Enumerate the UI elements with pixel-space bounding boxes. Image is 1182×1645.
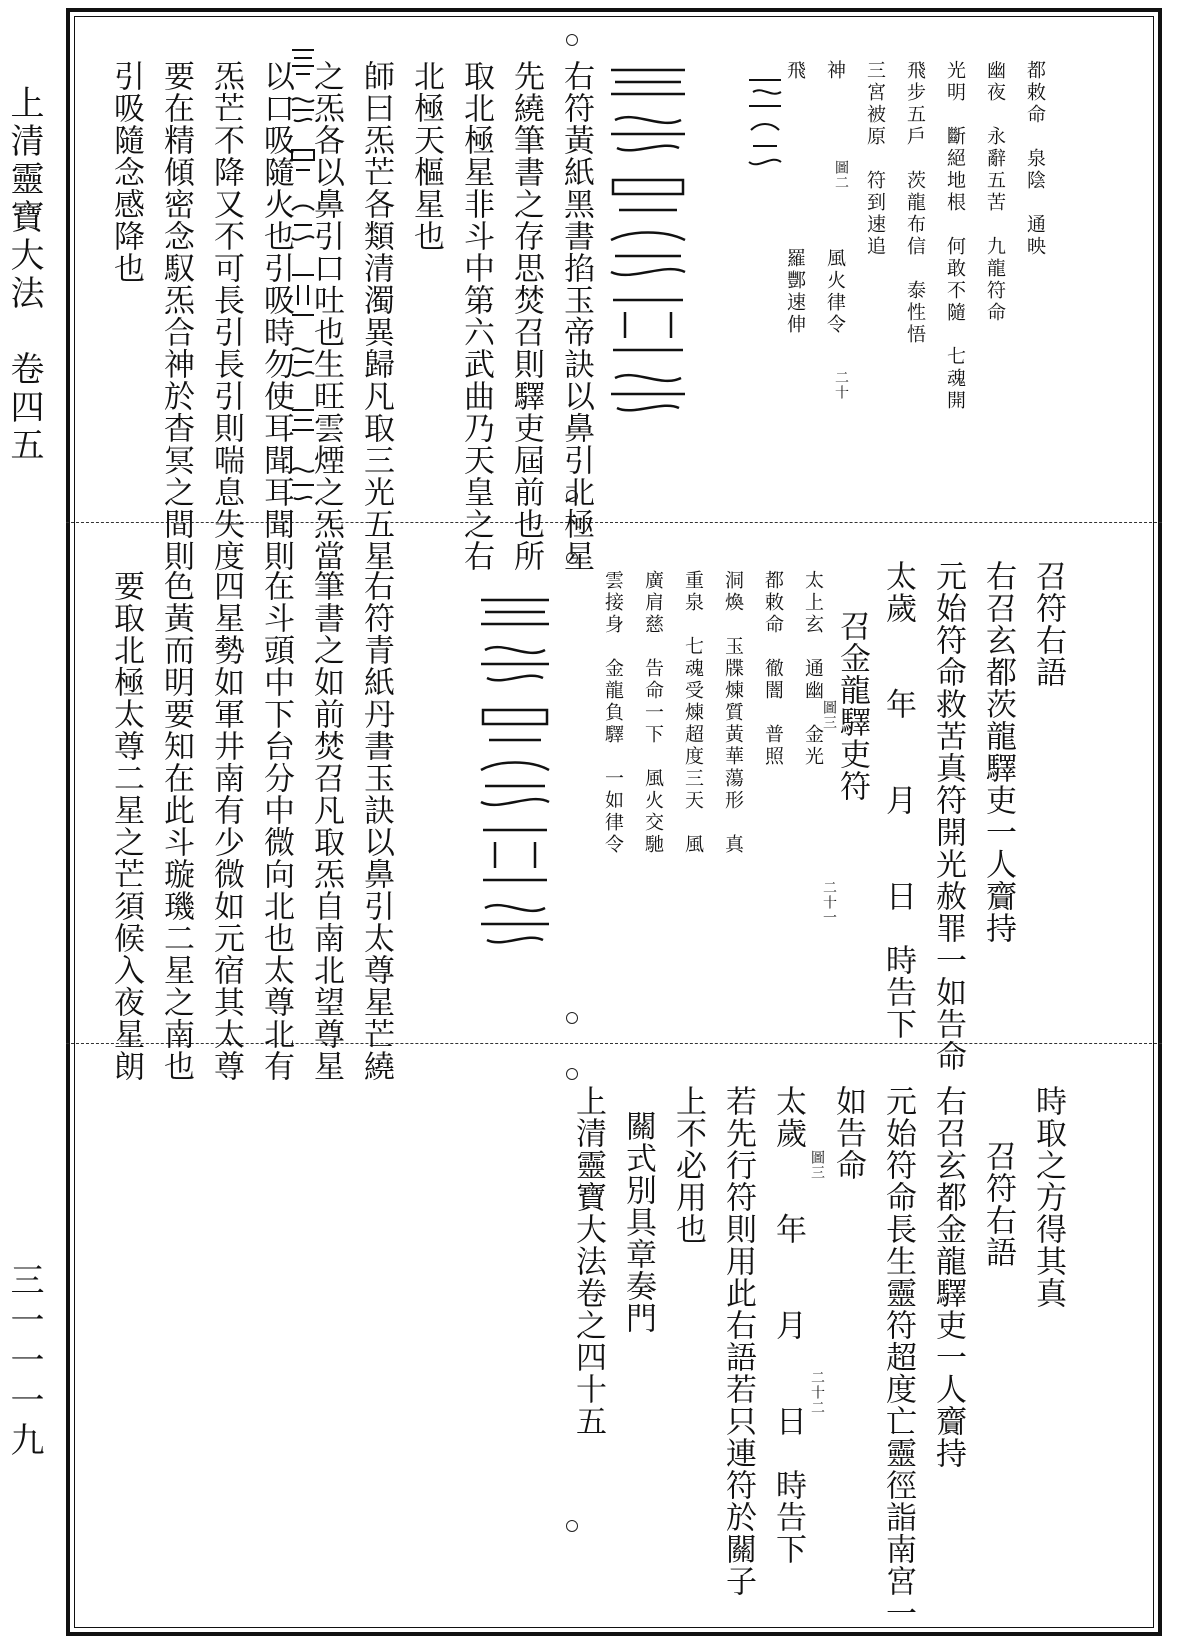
text-column: 要在精傾密念馭炁合神於杳冥之間則 (158, 60, 194, 572)
side-label: 飛 (784, 60, 806, 82)
talisman-text-row: 光明 斷絕地根 何敢不隨 七魂開 (944, 60, 966, 412)
talisman-text-row: 都敕命 徹闇 普照 (762, 570, 784, 768)
section-heading: 召符右語 (1030, 560, 1066, 688)
talisman-text-row: 太上玄 通幽 金光 (802, 570, 824, 768)
text-column: 以口吸隨火也引吸時勿使耳聞耳聞則 (258, 60, 294, 572)
talisman-text-row: 廣肩慈 告命一下 風火交馳 (642, 570, 664, 856)
figure-label: 二十二 (809, 1370, 825, 1415)
text-column: 取北極星非斗中第六武曲乃天皇之右 (458, 60, 494, 572)
text-column: 若先行符則用此右語若只連符於關子 (720, 1085, 756, 1597)
figure-label: 二十一 (821, 880, 837, 925)
talisman-title: 召金龍驛吏符 (834, 610, 870, 802)
text-column: 右符黃紙黑書掐玉帝訣以鼻引北極星 (558, 60, 594, 572)
margin-page-number: 三一一一九 (4, 1262, 44, 1462)
text-column: 元始符命救苦真符開光赦罪一如告命 (930, 560, 966, 1072)
text-column: 時取之方得其真 (1030, 1085, 1066, 1309)
talisman-text-row: 洞煥 玉牒煉質黃華蕩形 真 (722, 570, 744, 856)
talisman-text-row: 重泉 七魂受煉超度三天 風 (682, 570, 704, 856)
text-column: 元始符命長生靈符超度亡靈徑詣南宮一 (880, 1085, 916, 1629)
figure-label: 圖三 (809, 1150, 825, 1180)
circle-mark (566, 34, 578, 46)
figure-label: 圖二 (833, 160, 849, 190)
talisman-large-2 (475, 590, 555, 970)
circle-mark (566, 552, 578, 564)
circle-mark (566, 1012, 578, 1024)
side-label: 神 (824, 60, 846, 82)
text-column: 如告命 (830, 1085, 866, 1181)
closing-title: 上清靈寶大法卷之四十五 (570, 1085, 606, 1437)
text-column: 右符青紙丹書玉訣以鼻引太尊星芒繞 (358, 570, 394, 1082)
text-column: 北極天樞星也 (408, 60, 444, 252)
talisman-text-row: 飛步五戶 茨龍布信 泰性悟 (904, 60, 926, 346)
text-column: 炁芒不降又不可長引長引則喘息失度 (208, 60, 244, 572)
text-column: 引吸隨念感降也 (108, 60, 144, 284)
date-line: 太歲 年 月 日 時告下 (880, 560, 916, 1040)
text-column: 在斗頭中下台分中微向北也太尊北有 (258, 570, 294, 1082)
figure-label: 圖三 (821, 700, 837, 730)
text-column: 先繞筆書之存思焚召則驛吏屆前也所 (508, 60, 544, 572)
section-heading: 召符右語 (980, 1140, 1016, 1268)
text-column: 色黃而明要知在此斗璇璣二星之南也 (158, 570, 194, 1082)
note-line: 關式別具章奏門 (620, 1110, 656, 1334)
text-column: 師曰炁芒各類清濁異歸凡取三光五星 (358, 60, 394, 572)
margin-book-title: 上清靈寶大法 卷四五 (4, 85, 44, 465)
talisman-text-row: 雲接身 金龍負驛 一如律令 (602, 570, 624, 856)
talisman-text-row: 風火律令 (824, 248, 846, 336)
talisman-large-1 (605, 60, 691, 420)
date-line: 太歲 年 月 日 時告下 (770, 1085, 806, 1565)
figure-label: 二十 (833, 370, 849, 400)
talisman-text-row: 羅酆速伸 (784, 248, 806, 336)
text-column: 四星勢如軍井南有少微如元宿其太尊 (208, 570, 244, 1082)
text-column: 右召玄都金龍驛吏一人齎持 (930, 1085, 966, 1469)
text-column: 上不必用也 (670, 1085, 706, 1245)
circle-mark (566, 1520, 578, 1532)
talisman-text-row: 幽夜 永辭五苦 九龍符命 (984, 60, 1006, 324)
talisman-text-row: 都敕命 泉陰 通映 (1024, 60, 1046, 258)
circle-mark (566, 1068, 578, 1080)
talisman-text-row: 三宮被原 符到速追 (864, 60, 886, 258)
text-column: 要取北極太尊二星之芒須候入夜星朗 (108, 570, 144, 1082)
talisman-small-1 (745, 70, 785, 190)
text-column: 筆書之如前焚召凡取炁自南北望尊星 (308, 570, 344, 1082)
text-column: 右召玄都茨龍驛吏一人齎持 (980, 560, 1016, 944)
text-column: 之炁各以鼻引口吐也生旺雲煙之炁當 (308, 60, 344, 572)
